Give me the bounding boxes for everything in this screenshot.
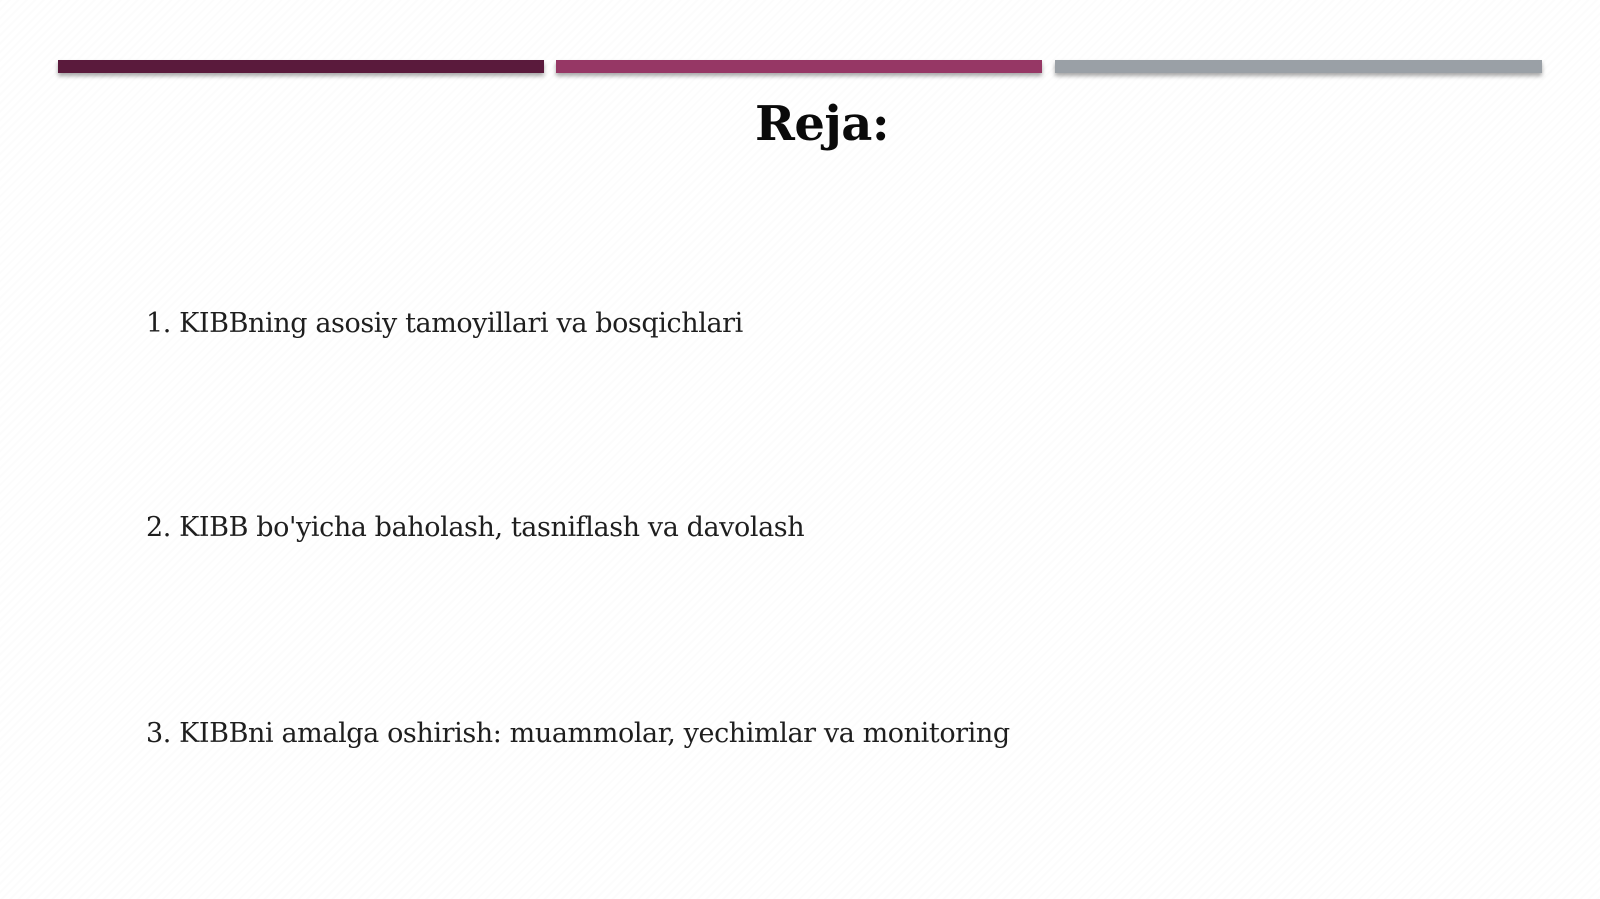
header-bar-dark-plum	[58, 60, 544, 73]
slide-title: Reja:	[754, 96, 890, 152]
plan-item: 1. KIBBning asosiy tamoyillari va bosqichlari	[146, 308, 743, 339]
decorative-header-bars	[58, 60, 1542, 73]
plan-item: 3. KIBBni amalga oshirish: muammolar, yechimlar va monitoring	[146, 718, 1010, 749]
header-bar-magenta	[556, 60, 1042, 73]
plan-item: 2. KIBB bo'yicha baholash, tasniflash va davolash	[146, 512, 805, 543]
header-bar-gray	[1055, 60, 1542, 73]
